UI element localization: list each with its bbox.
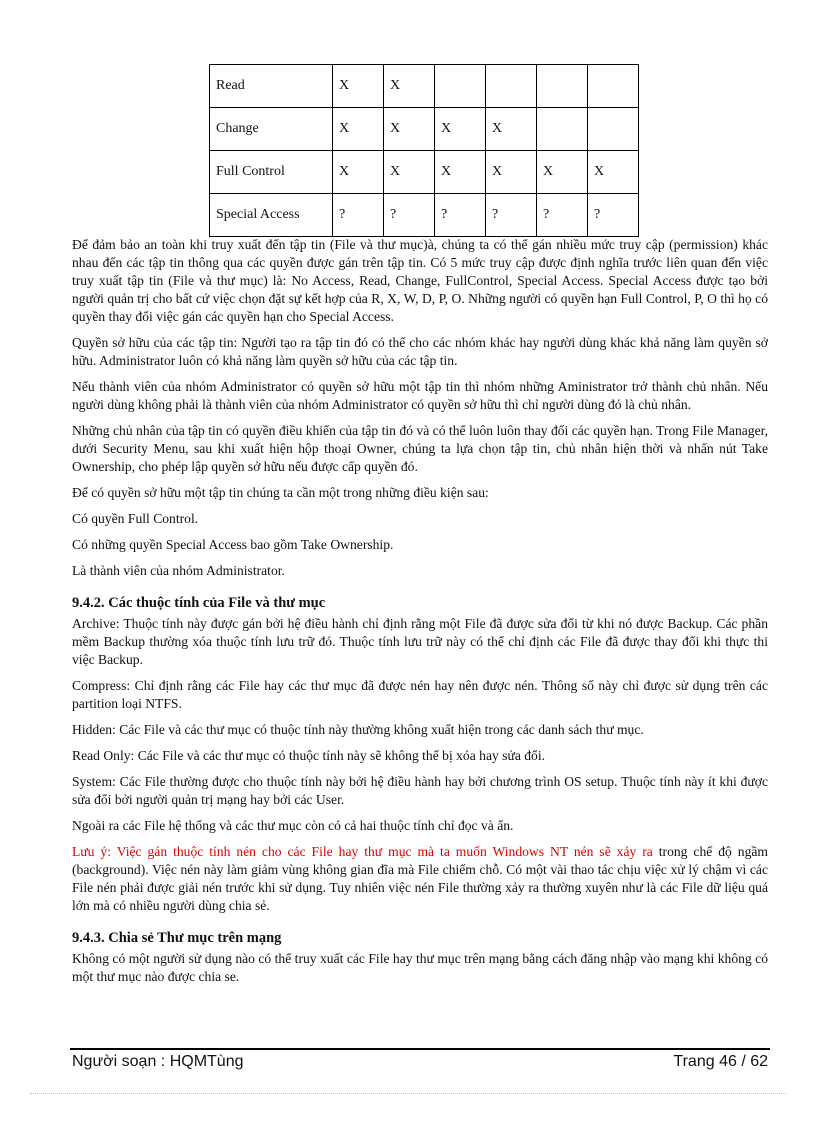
note-paragraph <box>72 843 768 915</box>
table-cell: ? <box>486 194 537 237</box>
row-label: Change <box>210 108 333 151</box>
section-heading: 9.4.3. Chia sẻ Thư mục trên mạng <box>72 930 282 946</box>
table-cell: X <box>537 151 588 194</box>
table-cell <box>537 108 588 151</box>
footer-page-number: Trang 46 / 62 <box>673 1053 768 1070</box>
permission-table <box>209 64 639 237</box>
table-cell: X <box>333 65 384 108</box>
section-heading: 9.4.2. Các thuộc tính của File và thư mục <box>72 595 326 611</box>
footer-divider <box>70 1048 770 1050</box>
table-cell <box>588 108 639 151</box>
table-row <box>210 194 639 237</box>
table-cell: X <box>384 151 435 194</box>
paragraph: Không có một người sử dụng nào có thể truy xuất các File hay thư mục trên mạng bằng cách đăng nhập vào mạng khi không có một thư mục nào được chia se. <box>72 951 768 984</box>
paragraph: Hidden: Các File và các thư mục có thuộc tính này thường không xuất hiện trong các danh sách thư mục. <box>72 722 644 737</box>
paragraph: Nếu thành viên của nhóm Administrator có quyền sở hữu một tập tin thì nhóm những Aministrator trở thành chủ nhân. Nếu người dùng không phải là thành viên của nhóm Administrator có quyền sở hữu thì chỉ người dùng đó là chủ nhân. <box>72 379 768 412</box>
paragraph: Để có quyền sở hữu một tập tin chúng ta cần một trong những điều kiện sau: <box>72 485 489 500</box>
paragraph: Là thành viên của nhóm Administrator. <box>72 563 285 578</box>
paragraph: Archive: Thuộc tính này được gán bởi hệ điều hành chỉ định rằng một File đã được sửa đổi từ khi nó được Backup. Các phần mềm Backup thường xóa thuộc tính lưu trữ đó. Thuộc tính lưu trữ này có thể chỉ định các File đã được thay đổi khi thực thi việc Backup. <box>72 616 768 667</box>
table-cell: ? <box>384 194 435 237</box>
row-label: Full Control <box>210 151 333 194</box>
paragraph: System: Các File thường được cho thuộc tính này bởi hệ điều hành hay bởi chương trình OS setup. Thuộc tính này ít khi được sửa đổi bởi người quản trị mạng hay bởi các User. <box>72 774 768 807</box>
paragraph: Có những quyền Special Access bao gồm Take Ownership. <box>72 537 394 552</box>
table-cell: X <box>384 108 435 151</box>
table-cell <box>537 65 588 108</box>
table-cell: ? <box>588 194 639 237</box>
footer-author: Người soạn : HQMTùng <box>72 1053 244 1070</box>
table-cell: ? <box>435 194 486 237</box>
page-boundary <box>30 1093 786 1094</box>
table-row <box>210 65 639 108</box>
paragraph: Có quyền Full Control. <box>72 511 199 526</box>
table-cell: X <box>333 108 384 151</box>
paragraph: Read Only: Các File và các thư mục có thuộc tính này sẽ không thể bị xóa hay sửa đổi. <box>72 748 546 763</box>
paragraph: Compress: Chỉ định rằng các File hay các thư mục đã được nén hay nên được nén. Thông số này chỉ được sử dụng trên các partition loại NTFS. <box>72 678 768 711</box>
table-cell: X <box>333 151 384 194</box>
table-cell: X <box>435 108 486 151</box>
table-cell <box>588 65 639 108</box>
table-cell <box>435 65 486 108</box>
paragraph: Quyền sở hữu của các tập tin: Người tạo ra tập tin đó có thể cho các nhóm khác hay người dùng khác khả năng làm quyền sở hữu. Administrator luôn có khả năng làm quyền sở hữu của các tập tin. <box>72 335 768 368</box>
table-row <box>210 151 639 194</box>
row-label: Special Access <box>210 194 333 237</box>
table-cell: X <box>435 151 486 194</box>
note-text: trong chế độ ngầm (background). Việc nén này làm giảm vùng không gian đĩa mà File chiếm chỗ. Có một vài thao tác chịu việc xử lý chậm vì các File nén phải được giải nén trước khi sử dụng. Tuy nhiên việc nén File thường xảy ra thường xuyên như là các File dữ liệu quá lớn mà có nhiều người dùng chia sẻ. <box>72 844 768 913</box>
table-cell: ? <box>537 194 588 237</box>
table-cell: X <box>384 65 435 108</box>
table-cell: X <box>486 108 537 151</box>
table-cell: X <box>588 151 639 194</box>
document-body <box>72 236 768 994</box>
paragraph: Ngoài ra các File hệ thống và các thư mục còn có cả hai thuộc tính chỉ đọc và ẩn. <box>72 818 514 833</box>
paragraph: Những chủ nhân của tập tin có quyền điều khiển của tập tin đó và có thể luôn luôn thay đổi các quyền hạn. Trong File Manager, dưới Security Menu, sau khi xuất hiện hộp thoại Owner, chúng ta lựa chọn tập tin, chủ nhân hiện thời và nhấn nút Take Ownership, cho phép lập quyền sở hữu nếu được cấp quyền đó. <box>72 423 768 474</box>
table-row <box>210 108 639 151</box>
table-cell <box>486 65 537 108</box>
paragraph: Để đảm bảo an toàn khi truy xuất đến tập tin (File và thư mục)à, chúng ta có thể gán nhiều mức truy cập (permission) khác nhau đến các tập tin thông qua các quyền được gán trên tập tin. Có 5 mức truy cập được định nghĩa trước liên quan đến việc truy xuất tập tin (File và thư mục) là: No Access, Read, Change, FullControl, Special Access. Special Access được tạo bởi người quản trị cho bất cứ việc chọn đặt sự kết hợp của R, X, W, D, P, O. Những người có quyền hạn Full Control, P, O thì họ có quyền thay đổi việc gán các quyền hạn cho Special Access. <box>72 237 768 324</box>
table-cell: ? <box>333 194 384 237</box>
table-cell: X <box>486 151 537 194</box>
note-highlight: Lưu ý: Việc gán thuộc tính nén cho các File hay thư mục mà ta muốn Windows NT nén sẽ xảy ra <box>72 844 653 859</box>
row-label: Read <box>210 65 333 108</box>
